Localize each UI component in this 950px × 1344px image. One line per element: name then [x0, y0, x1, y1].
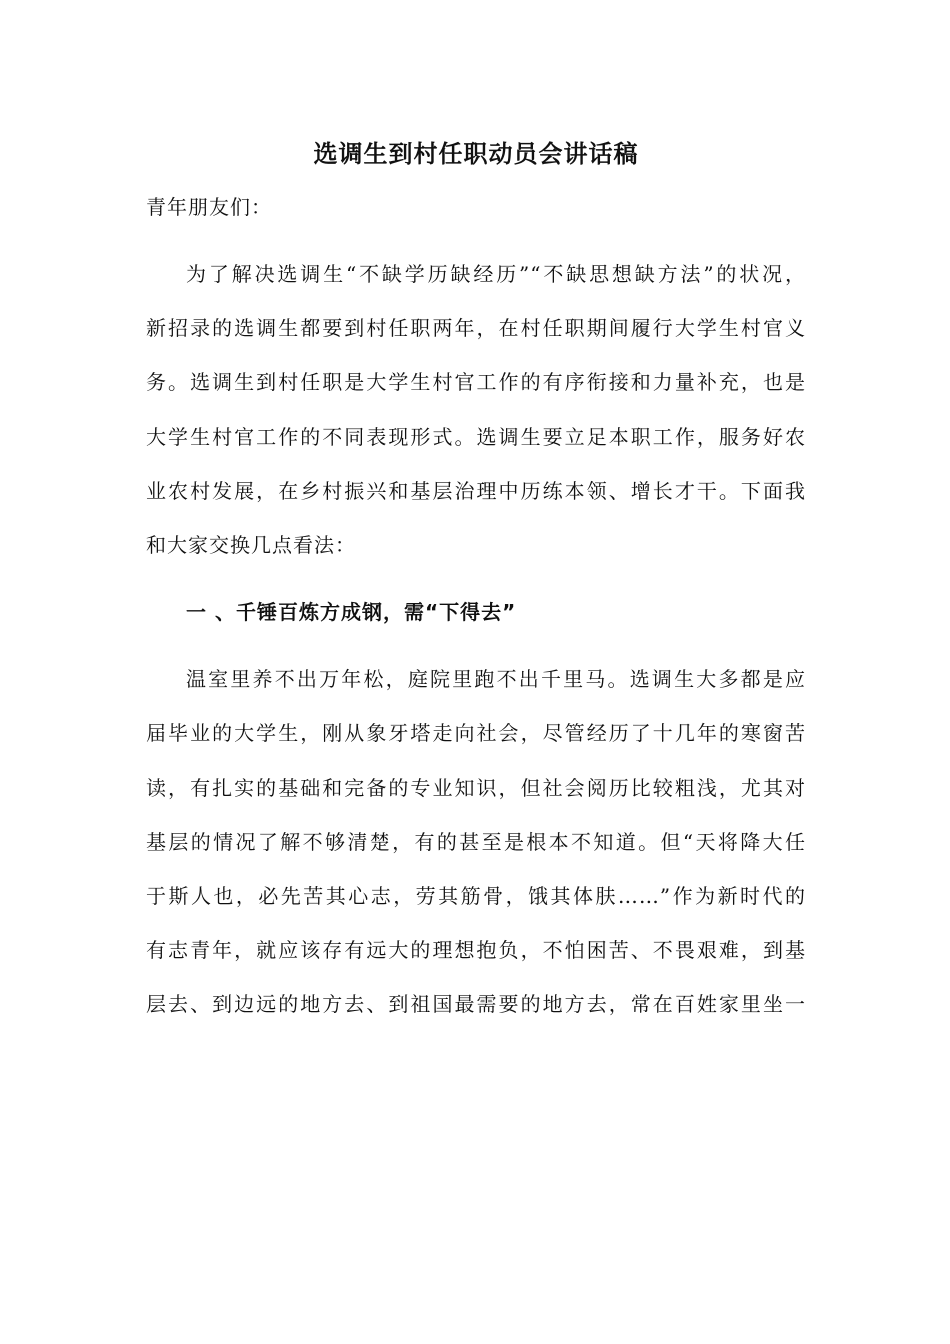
paragraph-line: 届毕业的大学生，刚从象牙塔走向社会，尽管经历了十几年的寒窗苦 [146, 721, 806, 746]
section-heading: 一 、千锤百炼方成钢，需“下得去” [186, 600, 517, 625]
paragraph-line: 基层的情况了解不够清楚，有的甚至是根本不知道。但“天将降大任 [146, 829, 806, 854]
paragraph-line: 业农村发展，在乡村振兴和基层治理中历练本领、增长才干。下面我 [146, 478, 806, 503]
paragraph-line: 有志青年，就应该存有远大的理想抱负，不怕困苦、不畏艰难，到基 [146, 938, 806, 963]
paragraph-line: 和大家交换几点看法： [146, 533, 356, 558]
paragraph-line: 层去、到边远的地方去、到祖国最需要的地方去，常在百姓家里坐一 [146, 992, 806, 1017]
paragraph-line: 温室里养不出万年松，庭院里跑不出千里马。选调生大多都是应 [186, 667, 806, 692]
paragraph-line: 新招录的选调生都要到村任职两年，在村任职期间履行大学生村官义 [146, 316, 806, 341]
paragraph-line: 务。选调生到村任职是大学生村官工作的有序衔接和力量补充，也是 [146, 370, 806, 395]
paragraph-section1 [146, 652, 806, 1031]
document-title: 选调生到村任职动员会讲话稿 [313, 140, 639, 168]
document-body [146, 128, 806, 1032]
paragraph-line: 大学生村官工作的不同表现形式。选调生要立足本职工作，服务好农 [146, 424, 806, 449]
paragraph-line: 于斯人也，必先苦其心志，劳其筋骨，饿其体肤……”作为新时代的 [146, 884, 806, 909]
paragraph-line: 为了解决选调生“不缺学历缺经历”“不缺思想缺方法”的状况， [186, 262, 806, 286]
salutation: 青年朋友们： [146, 195, 272, 219]
paragraph-intro [146, 247, 806, 572]
paragraph-line: 读，有扎实的基础和完备的专业知识，但社会阅历比较粗浅，尤其对 [146, 775, 806, 800]
